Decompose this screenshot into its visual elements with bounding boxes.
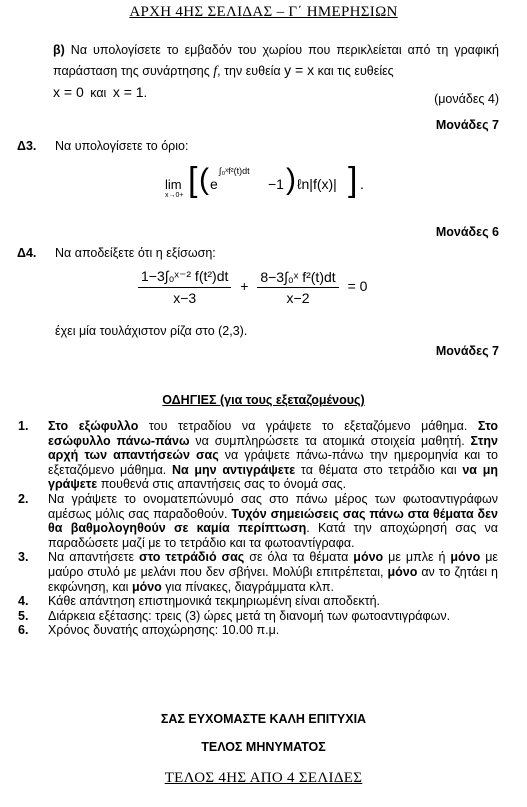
d3-lim: lim — [165, 177, 182, 192]
part-b-f: f — [213, 64, 218, 79]
part-b-text3: και τις ευθείες — [317, 64, 394, 78]
d3-bracket-close: ] — [348, 161, 358, 199]
instruction-item: 1. Στο εξώφυλλο του τετραδίου να γράψετε το εξεταζόμενο μάθημα. Στο εσώφυλλο πάνω-πάνω να συμπληρώσετε τα ατομικά στοιχεία μαθητή. Στην αρχή των απαντήσεών σας να γράψετε πάνω-πάνω την ημερομηνία και το εξεταζόμενο μάθημα. Να μην αντιγράψετε τα θέματα στο τετράδιο και να μη γράψετε πουθενά στις απαντήσεις σας το όνομά σας. — [18, 419, 498, 492]
d4-text: Να αποδείξετε ότι η εξίσωση: — [55, 246, 216, 260]
part-b-line3: x = 1 — [112, 84, 144, 100]
d3-formula: lim x→0+ [ ( e ∫₀ˣf²(t)dt −1 ) ℓn|f(x)| ] . — [165, 161, 364, 199]
part-b-text1: Να υπολογίσετε το εμβαδόν του χωρίου που περικλείεται από τη γραφική παράσταση της συνάρτησης — [53, 43, 499, 78]
d4-num1: 1−3∫₀ˣ⁻² f(t²)dt — [138, 268, 231, 288]
part-b-and: και — [90, 86, 107, 100]
instruction-item: 3. Να απαντήσετε στο τετράδιό σας σε όλα τα θέματα μόνο με μπλε ή μόνο με μαύρο στυλό με μελάνι που δεν σβήνει. Μολύβι επιτρέπεται, μόνο αν το ζητάει η εκφώνηση, και μόνο για πίνακες, διαγράμματα κλπ. — [18, 550, 498, 594]
part-b-label: β) — [53, 43, 65, 57]
part-b-line1: y = x — [284, 62, 315, 78]
part-b-line2: x = 0 — [53, 84, 84, 100]
d3-ln: ℓn|f(x)| — [297, 176, 337, 192]
d4-den1: x−3 — [173, 290, 197, 306]
instruction-item: 4. Κάθε απάντηση επιστημονικά τεκμηριωμένη είναι αποδεκτή. — [18, 594, 381, 609]
d4-fraction-1 — [138, 268, 231, 306]
d3-label: Δ3. — [17, 139, 37, 153]
d4-equation: $\frac{\text{1−3∫₀ˣ⁻² f(t²)dt}}{x-3}$ + $\frac{\text{8−3∫₀ˣ f²(t)dt}}{x-2}$ = 0 — [138, 268, 367, 306]
d4-points: Μονάδες 7 — [435, 344, 499, 358]
d4-after: έχει μία τουλάχιστον ρίζα στο (2,3). — [55, 324, 248, 338]
d3-text: Να υπολογίσετε το όριο: — [55, 139, 189, 153]
instruction-item: 6. Χρόνος δυνατής αποχώρησης: 10.00 π.μ. — [18, 623, 280, 638]
part-b-total: Μονάδες 7 — [435, 118, 499, 132]
d4-equals: = 0 — [347, 277, 368, 294]
d4-den2: x−2 — [286, 289, 310, 306]
part-b-points: (μονάδες 4) — [434, 92, 499, 106]
d3-points: Μονάδες 6 — [435, 225, 499, 239]
d3-paren-close: ) — [286, 163, 296, 196]
part-b-question: β) Να υπολογίσετε το εμβαδόν του χωρίου που περικλείεται από τη γραφική παράσταση της συνάρτησης f, την ευθεία y = x και τις ευθείες x = 0 και x = 1. — [53, 43, 499, 100]
d3-exponent: ∫₀ˣf²(t)dt — [219, 166, 250, 176]
instruction-item: 2. Να γράψετε το ονοματεπώνυμό σας στο πάνω μέρος των φωτοαντιγράφων αμέσως μόλις σας παραδοθούν. Τυχόν σημειώσεις σας πάνω στα θέματα δεν θα βαθμολογηθούν σε καμία περίπτωση. Κατά την αποχώρησή σας να παραδώσετε μαζί με το τετράδιο και τα φωτοαντίγραφα. — [18, 491, 498, 550]
page-header: ΑΡΧΗ 4ΗΣ ΣΕΛΙΔΑΣ – Γ΄ ΗΜΕΡΗΣΙΩΝ — [129, 4, 398, 20]
d4-label: Δ4. — [17, 246, 37, 260]
d4-num2: 8−3∫₀ˣ f²(t)dt — [257, 269, 338, 288]
page-footer: ΤΕΛΟΣ 4ΗΣ ΑΠΟ 4 ΣΕΛΙΔΕΣ — [164, 770, 363, 786]
d3-lim-sub: x→0+ — [165, 192, 184, 199]
d3-e: e — [210, 176, 218, 192]
wish-text: ΣΑΣ ΕΥΧΟΜΑΣΤΕ ΚΑΛΗ ΕΠΙΤΥΧΙΑ — [160, 712, 367, 726]
instructions-list — [18, 419, 498, 638]
d4-fraction-2 — [257, 269, 338, 306]
instructions-title: ΟΔΗΓΙΕΣ (για τους εξεταζομένους) — [162, 393, 365, 407]
part-b-text2: , την ευθεία — [217, 64, 281, 78]
d3-minus-one: −1 — [268, 176, 284, 192]
d3-bracket-open: [ — [188, 161, 198, 199]
instruction-item: 5. Διάρκεια εξέτασης: τρεις (3) ώρες μετά τη διανομή των φωτοαντιγράφων. — [18, 608, 451, 623]
end-message: ΤΕΛΟΣ ΜΗΝΥΜΑΤΟΣ — [201, 740, 326, 754]
d3-paren-open: ( — [199, 163, 209, 196]
